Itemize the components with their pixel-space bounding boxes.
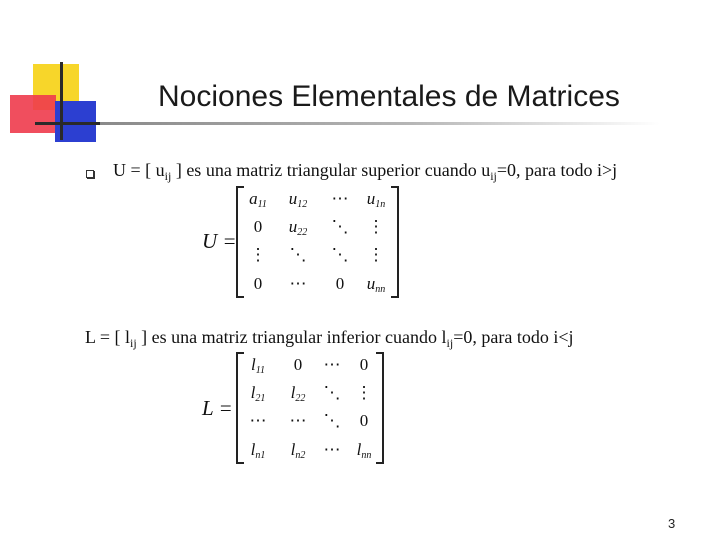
title-logo-decoration <box>0 0 100 150</box>
matrix-cell-subscript: 21 <box>255 393 266 404</box>
matrix-cell: ⋯ <box>289 274 307 293</box>
red-square <box>10 95 56 133</box>
matrix-cell: ⋯ <box>331 189 349 208</box>
matrix-cell: l22 <box>290 383 306 404</box>
matrix-cell: ⋮ <box>367 245 385 264</box>
matrix-cell: 0 <box>253 217 263 236</box>
matrix-cell: ⋯ <box>323 355 341 374</box>
matrix-cell: ⋱ <box>323 383 341 402</box>
matrix-cell-subscript: 1n <box>375 199 386 210</box>
matrix-cell: 0 <box>359 355 369 374</box>
matrix-cell: u1n <box>366 189 386 210</box>
matrix-cell: ⋱ <box>331 245 349 264</box>
matrix-cell: l11 <box>251 355 265 376</box>
matrix-cell-subscript: 12 <box>297 199 308 210</box>
matrix-cell: ⋯ <box>323 440 341 459</box>
matrix-cell-subscript: 22 <box>297 227 308 238</box>
matrix-cell: u22 <box>288 217 308 238</box>
matrix-cell: u12 <box>288 189 308 210</box>
matrix-cell: unn <box>366 274 386 295</box>
square-bullet-icon <box>86 170 94 178</box>
matrix-cell-subscript: 11 <box>257 199 267 210</box>
title-underline <box>100 122 660 125</box>
matrix-cell: ⋮ <box>367 217 385 236</box>
matrix-cell: ⋮ <box>355 383 373 402</box>
matrix-cell: 0 <box>253 274 263 293</box>
matrix-cell: ⋯ <box>249 411 267 430</box>
logo-horizontal-line <box>35 122 100 125</box>
lower-definition-text: L = [ $l_{ij}$ ] es una matriz triangular inferior cuando $l_{ij}=0$, para todo i<j <box>85 327 574 350</box>
matrix-cell: lnn <box>356 440 372 461</box>
matrix-cell: ⋮ <box>249 245 267 264</box>
upper-matrix-label: U = <box>202 229 237 253</box>
matrix-cell: ln1 <box>250 440 266 461</box>
matrix-cell: ln2 <box>290 440 306 461</box>
matrix-cell: ⋱ <box>331 217 349 236</box>
matrix-cell-subscript: nn <box>361 450 372 461</box>
matrix-cell: 0 <box>335 274 345 293</box>
matrix-cell-subscript: nn <box>375 284 386 295</box>
matrix-cell: 0 <box>359 411 369 430</box>
logo-vertical-line <box>60 62 63 140</box>
lower-matrix-label: L = <box>202 396 233 420</box>
matrix-cell-subscript: n2 <box>295 450 306 461</box>
matrix-cell: l21 <box>250 383 266 404</box>
matrix-cell-subscript: n1 <box>255 450 266 461</box>
matrix-cell: 0 <box>293 355 303 374</box>
matrix-cell: ⋱ <box>289 245 307 264</box>
slide-title: Nociones Elementales de Matrices <box>158 80 620 113</box>
matrix-cell: ⋯ <box>289 411 307 430</box>
matrix-cell: a11 <box>249 189 267 210</box>
matrix-cell: ⋱ <box>323 411 341 430</box>
page-number: 3 <box>668 516 676 531</box>
upper-definition-text: U = [ $u_{ij}$ ] es una matriz triangular superior cuando $u_{ij}=0$, para todo i>j <box>113 160 618 183</box>
matrix-cell-subscript: 22 <box>295 393 306 404</box>
matrix-cell-subscript: 11 <box>255 365 265 376</box>
